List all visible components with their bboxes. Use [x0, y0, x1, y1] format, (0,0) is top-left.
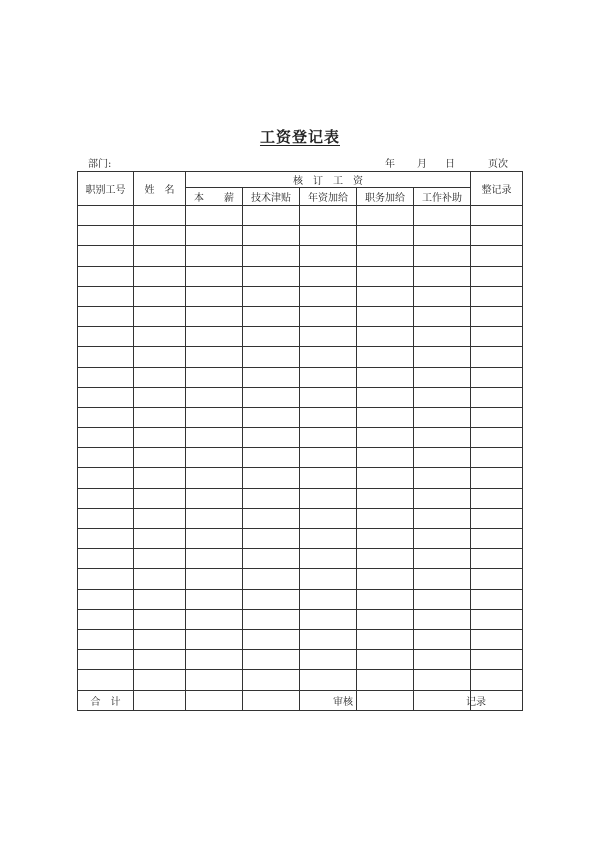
table-cell[interactable] [471, 508, 523, 528]
table-row [78, 306, 523, 326]
table-cell[interactable] [78, 327, 134, 347]
table-cell[interactable] [300, 549, 357, 569]
table-cell[interactable] [134, 347, 186, 367]
table-row [78, 609, 523, 629]
table-cell[interactable] [414, 286, 471, 306]
table-cell[interactable] [471, 266, 523, 286]
table-cell[interactable] [357, 347, 414, 367]
total-label: 合 计 [78, 690, 134, 710]
table-row [78, 266, 523, 286]
table-cell[interactable] [300, 468, 357, 488]
year-label: 年 [385, 159, 395, 170]
table-cell[interactable] [357, 569, 414, 589]
table-cell[interactable] [243, 226, 300, 246]
table-cell[interactable] [78, 206, 134, 226]
table-cell[interactable] [134, 266, 186, 286]
table-cell[interactable] [300, 246, 357, 266]
table-cell[interactable] [300, 387, 357, 407]
table-row [78, 468, 523, 488]
table-cell[interactable] [414, 226, 471, 246]
audit-label: 审核 [333, 697, 353, 708]
table-cell[interactable] [471, 387, 523, 407]
table-cell[interactable] [243, 286, 300, 306]
table-row [78, 529, 523, 549]
table-cell[interactable] [357, 226, 414, 246]
table-cell[interactable] [471, 589, 523, 609]
table-cell[interactable] [243, 428, 300, 448]
table-cell[interactable] [186, 266, 243, 286]
table-row [78, 246, 523, 266]
table-cell[interactable] [243, 650, 300, 670]
table-cell[interactable] [414, 650, 471, 670]
table-cell[interactable] [78, 629, 134, 649]
table-cell[interactable] [78, 508, 134, 528]
table-cell[interactable] [471, 569, 523, 589]
table-cell[interactable] [300, 529, 357, 549]
table-cell[interactable] [186, 549, 243, 569]
table-cell[interactable] [357, 488, 414, 508]
table-cell[interactable] [471, 488, 523, 508]
record-label: 记录 [466, 697, 486, 708]
table-cell[interactable] [78, 529, 134, 549]
table-cell[interactable] [243, 529, 300, 549]
table-cell[interactable] [134, 468, 186, 488]
table-cell[interactable] [471, 609, 523, 629]
table-cell[interactable] [134, 629, 186, 649]
table-row [78, 629, 523, 649]
table-cell[interactable] [134, 670, 186, 690]
month-label: 月 [417, 159, 427, 170]
table-cell[interactable] [471, 650, 523, 670]
table-cell[interactable] [414, 367, 471, 387]
table-cell[interactable] [186, 327, 243, 347]
table-cell[interactable] [78, 428, 134, 448]
table-cell[interactable] [357, 206, 414, 226]
table-cell[interactable] [300, 347, 357, 367]
table-cell[interactable] [300, 589, 357, 609]
table-cell[interactable] [78, 650, 134, 670]
table-row [78, 327, 523, 347]
salary-register-table [77, 171, 523, 711]
table-cell[interactable] [186, 407, 243, 427]
table-cell[interactable] [78, 347, 134, 367]
table-row [78, 549, 523, 569]
total-cell[interactable] [414, 690, 471, 710]
table-cell[interactable] [471, 428, 523, 448]
table-cell[interactable] [357, 266, 414, 286]
table-cell[interactable] [357, 529, 414, 549]
table-cell[interactable] [243, 266, 300, 286]
table-cell[interactable] [471, 246, 523, 266]
table-cell[interactable] [78, 569, 134, 589]
table-cell[interactable] [134, 387, 186, 407]
table-cell[interactable] [78, 488, 134, 508]
table-cell[interactable] [243, 347, 300, 367]
table-cell[interactable] [414, 609, 471, 629]
table-cell[interactable] [471, 629, 523, 649]
dept-label: 部门: [88, 159, 112, 170]
table-cell[interactable] [357, 367, 414, 387]
table-cell[interactable] [414, 387, 471, 407]
table-cell[interactable] [414, 266, 471, 286]
table-cell[interactable] [186, 387, 243, 407]
day-label: 日 [445, 159, 455, 170]
table-cell[interactable] [300, 670, 357, 690]
header-seniority-pay: 年资加给 [300, 188, 357, 206]
table-cell[interactable] [357, 549, 414, 569]
table-cell[interactable] [134, 306, 186, 326]
total-cell[interactable] [186, 690, 243, 710]
header-position-pay: 职务加给 [357, 188, 414, 206]
table-cell[interactable] [243, 488, 300, 508]
table-cell[interactable] [186, 206, 243, 226]
table-cell[interactable] [243, 306, 300, 326]
table-cell[interactable] [414, 448, 471, 468]
table-cell[interactable] [78, 367, 134, 387]
table-cell[interactable] [134, 367, 186, 387]
table-cell[interactable] [243, 407, 300, 427]
table-cell[interactable] [300, 286, 357, 306]
table-cell[interactable] [300, 266, 357, 286]
table-cell[interactable] [300, 407, 357, 427]
table-cell[interactable] [186, 286, 243, 306]
table-cell[interactable] [243, 327, 300, 347]
table-cell[interactable] [78, 246, 134, 266]
table-cell[interactable] [414, 327, 471, 347]
table-cell[interactable] [243, 246, 300, 266]
table-cell[interactable] [414, 246, 471, 266]
total-cell[interactable] [243, 690, 300, 710]
table-cell[interactable] [134, 448, 186, 468]
table-cell[interactable] [134, 327, 186, 347]
table-cell[interactable] [243, 609, 300, 629]
table-cell[interactable] [186, 428, 243, 448]
table-cell[interactable] [186, 226, 243, 246]
table-cell[interactable] [471, 347, 523, 367]
table-cell[interactable] [357, 629, 414, 649]
table-cell[interactable] [471, 407, 523, 427]
table-row [78, 286, 523, 306]
table-cell[interactable] [243, 387, 300, 407]
table-cell[interactable] [414, 670, 471, 690]
table-cell[interactable] [414, 569, 471, 589]
table-cell[interactable] [78, 609, 134, 629]
table-cell[interactable] [186, 367, 243, 387]
table-cell[interactable] [134, 589, 186, 609]
table-cell[interactable] [414, 589, 471, 609]
header-work-subsidy: 工作补助 [414, 188, 471, 206]
table-row [78, 367, 523, 387]
table-cell[interactable] [134, 246, 186, 266]
table-cell[interactable] [300, 508, 357, 528]
table-cell[interactable] [357, 407, 414, 427]
table-cell[interactable] [414, 549, 471, 569]
table-cell[interactable] [134, 428, 186, 448]
table-cell[interactable] [414, 306, 471, 326]
table-cell[interactable] [471, 327, 523, 347]
header-salary-group: 核 订 工 资 [186, 172, 471, 188]
table-cell[interactable] [78, 448, 134, 468]
header-tech-allowance: 技术津贴 [243, 188, 300, 206]
table-cell[interactable] [78, 670, 134, 690]
table-cell[interactable] [78, 549, 134, 569]
table-cell[interactable] [357, 508, 414, 528]
table-cell[interactable] [78, 387, 134, 407]
table-cell[interactable] [134, 286, 186, 306]
table-cell[interactable] [243, 448, 300, 468]
table-cell[interactable] [186, 529, 243, 549]
table-body [78, 206, 523, 691]
table-cell[interactable] [186, 569, 243, 589]
table-cell[interactable] [300, 206, 357, 226]
table-row [78, 206, 523, 226]
table-cell[interactable] [134, 206, 186, 226]
table-cell[interactable] [357, 670, 414, 690]
table-cell[interactable] [471, 549, 523, 569]
table-cell[interactable] [186, 347, 243, 367]
header-emp-no: 职别工号 [78, 172, 134, 206]
table-cell[interactable] [243, 549, 300, 569]
table-cell[interactable] [186, 629, 243, 649]
table-row [78, 347, 523, 367]
table-cell[interactable] [243, 468, 300, 488]
table-cell[interactable] [300, 650, 357, 670]
table-cell[interactable] [78, 407, 134, 427]
table-cell[interactable] [186, 246, 243, 266]
table-cell[interactable] [414, 529, 471, 549]
table-cell[interactable] [300, 306, 357, 326]
table-cell[interactable] [357, 246, 414, 266]
table-cell[interactable] [186, 448, 243, 468]
table-row [78, 569, 523, 589]
table-cell[interactable] [471, 448, 523, 468]
table-cell[interactable] [243, 367, 300, 387]
table-cell[interactable] [186, 670, 243, 690]
date-labels [385, 155, 455, 170]
table-cell[interactable] [471, 468, 523, 488]
table-cell[interactable] [134, 226, 186, 246]
table-cell[interactable] [243, 629, 300, 649]
table-row [78, 670, 523, 690]
table-cell[interactable] [134, 407, 186, 427]
table-cell[interactable] [414, 347, 471, 367]
table-cell[interactable] [243, 670, 300, 690]
page-number-label: 页次 [488, 159, 508, 170]
table-cell[interactable] [471, 286, 523, 306]
table-cell[interactable] [414, 206, 471, 226]
table-row [78, 650, 523, 670]
table-cell[interactable] [300, 428, 357, 448]
table-row [78, 448, 523, 468]
table-cell[interactable] [134, 549, 186, 569]
table-cell[interactable] [357, 327, 414, 347]
table-cell[interactable] [78, 286, 134, 306]
table-cell[interactable] [243, 206, 300, 226]
header-name: 姓 名 [134, 172, 186, 206]
table-cell[interactable] [300, 226, 357, 246]
table-cell[interactable] [357, 609, 414, 629]
table-row [78, 488, 523, 508]
table-cell[interactable] [414, 468, 471, 488]
table-row [78, 387, 523, 407]
table-cell[interactable] [357, 589, 414, 609]
table-cell[interactable] [186, 609, 243, 629]
table-cell[interactable] [357, 448, 414, 468]
table-cell[interactable] [414, 629, 471, 649]
table-cell[interactable] [243, 569, 300, 589]
table-cell[interactable] [357, 468, 414, 488]
table-cell[interactable] [243, 589, 300, 609]
table-cell[interactable] [186, 488, 243, 508]
total-cell[interactable] [357, 690, 414, 710]
table-cell[interactable] [357, 286, 414, 306]
table-cell[interactable] [134, 569, 186, 589]
table-cell[interactable] [471, 670, 523, 690]
header-base-salary: 本 薪 [186, 188, 243, 206]
table-cell[interactable] [134, 609, 186, 629]
table-cell[interactable] [78, 226, 134, 246]
table-cell[interactable] [243, 508, 300, 528]
table-cell[interactable] [134, 488, 186, 508]
table-cell[interactable] [78, 266, 134, 286]
table-cell[interactable] [300, 448, 357, 468]
table-cell[interactable] [414, 428, 471, 448]
table-cell[interactable] [78, 468, 134, 488]
page-title: 工资登记表 [259, 128, 340, 146]
table-cell[interactable] [134, 650, 186, 670]
table-cell[interactable] [186, 306, 243, 326]
table-cell[interactable] [78, 306, 134, 326]
table-cell[interactable] [300, 367, 357, 387]
table-cell[interactable] [300, 327, 357, 347]
table-cell[interactable] [186, 650, 243, 670]
table-cell[interactable] [300, 569, 357, 589]
table-cell[interactable] [186, 508, 243, 528]
header-adjust-record: 整记录 [471, 172, 523, 206]
table-cell[interactable] [300, 629, 357, 649]
table-row [78, 508, 523, 528]
table-row [78, 407, 523, 427]
table-cell[interactable] [134, 508, 186, 528]
table-cell[interactable] [186, 468, 243, 488]
table-row [78, 226, 523, 246]
table-cell[interactable] [357, 306, 414, 326]
table-cell[interactable] [414, 407, 471, 427]
table-row [78, 428, 523, 448]
table-cell[interactable] [300, 488, 357, 508]
table-cell[interactable] [357, 428, 414, 448]
total-cell[interactable] [134, 690, 186, 710]
table-cell[interactable] [471, 226, 523, 246]
table-cell[interactable] [471, 306, 523, 326]
table-cell[interactable] [300, 609, 357, 629]
table-cell[interactable] [78, 589, 134, 609]
table-cell[interactable] [186, 589, 243, 609]
table-cell[interactable] [471, 529, 523, 549]
table-cell[interactable] [414, 488, 471, 508]
table-cell[interactable] [471, 367, 523, 387]
table-cell[interactable] [357, 650, 414, 670]
table-cell[interactable] [357, 387, 414, 407]
table-cell[interactable] [471, 206, 523, 226]
table-cell[interactable] [134, 529, 186, 549]
table-cell[interactable] [414, 508, 471, 528]
table-row [78, 589, 523, 609]
